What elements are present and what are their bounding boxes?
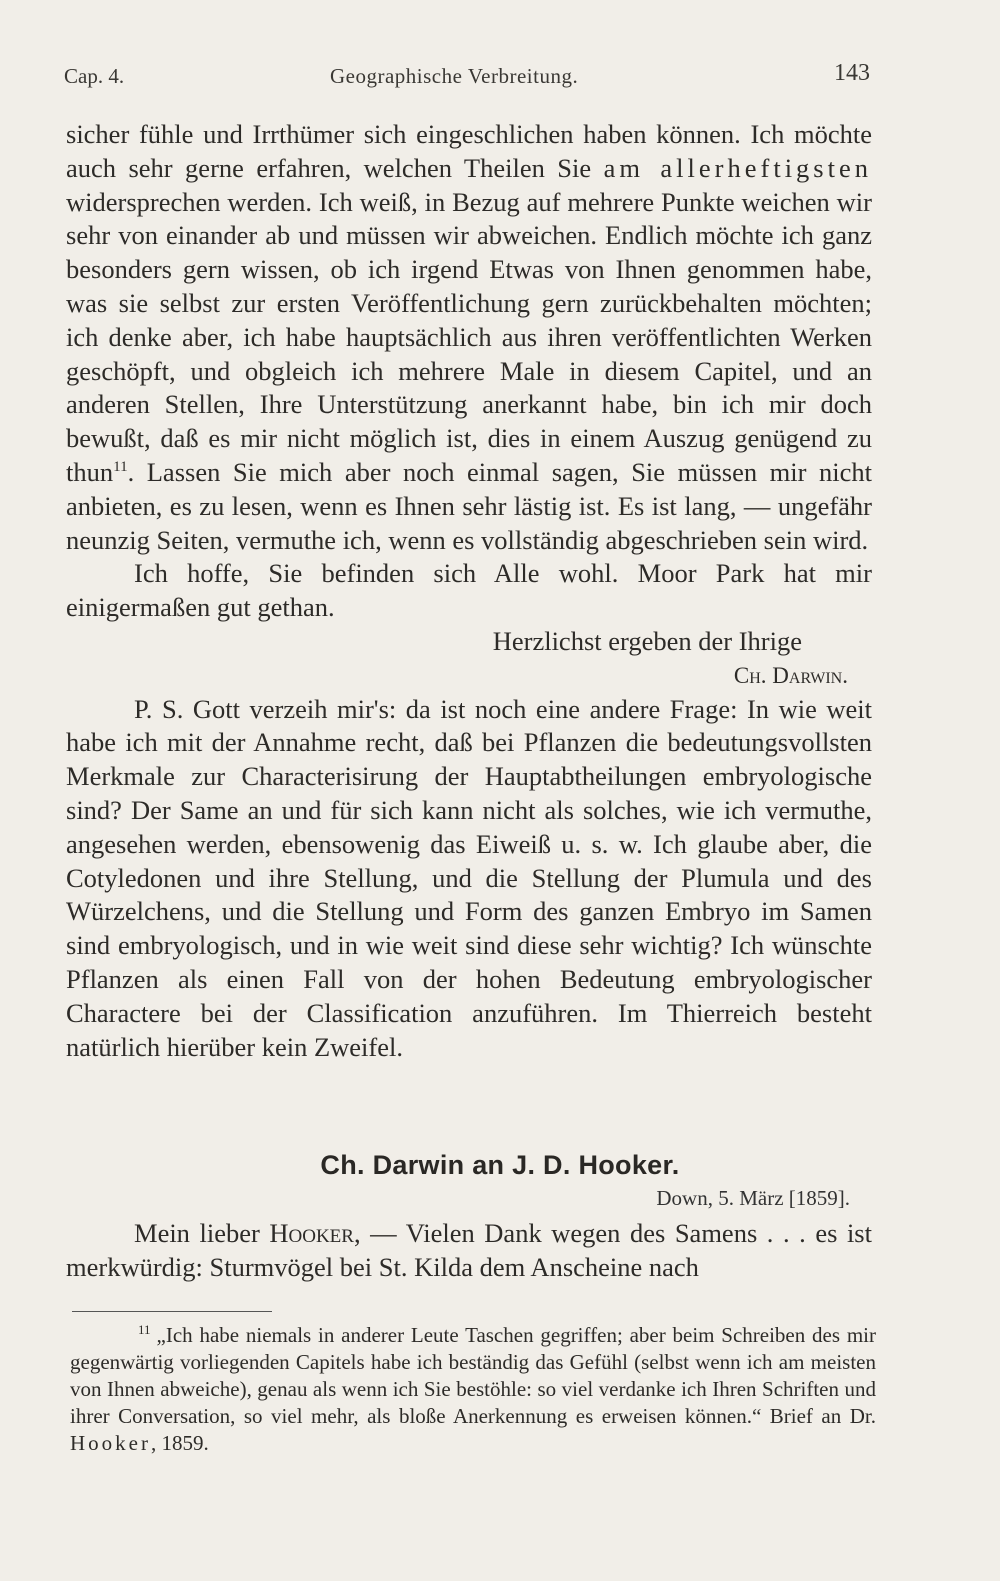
letter-body xyxy=(66,118,872,1064)
footnote-tail: , 1859. xyxy=(150,1431,209,1455)
letter-2-opening xyxy=(66,1216,872,1284)
footnote-reference: 11 xyxy=(113,459,128,476)
footnote-paragraph xyxy=(70,1322,876,1457)
running-title: Geographische Verbreitung. xyxy=(330,64,579,88)
footnote-text: „Ich habe niemals in anderer Leute Taschen gegriffen; aber beim Schreiben des mir gegenwärtig vorliegenden Capitels habe ich beständig das Gefühl (selbst wenn ich am meisten von Ihnen abweiche), genau als wenn ich Sie bestöhle: so viel verdanke ich Ihren Schriften und ihrer Conversation, so viel mehr, als bloße Anerkennung es erweisen können.“ Brief an Dr. xyxy=(70,1323,876,1428)
salutation-text: Mein lieber xyxy=(134,1218,270,1248)
spaced-emphasis: am allerheftigsten xyxy=(603,152,872,183)
paragraph-1-text-c: . Lassen Sie mich aber noch einmal sagen, Sie müssen mir nicht anbieten, es zu lesen, wenn es Ihnen sehr lästig ist. Es ist lang, — ungefähr neunzig Seiten, vermuthe ich, wenn es vollständig abgeschrieben sein wird. xyxy=(66,456,872,555)
chapter-label: Cap. 4. xyxy=(64,64,125,88)
postscript: P. S. Gott verzeih mir's: da ist noch eine andere Frage: In wie weit habe ich mit der Annahme recht, daß bei Pflanzen die bedeutungsvollsten Merkmale zur Characterisirung der Hauptabtheilungen embryologische sind? Der Same an und für sich kann nicht als solches, wie ich vermuthe, angesehen werden, ebensowenig das Eiweiß u. s. w. Ich glaube aber, die Cotyledonen und ihre Stellung, und die Stellung der Plumula und des Würzelchens, und die Stellung und Form des ganzen Embryo im Samen sind embryologisch, und in wie weit sind diese sehr wichtig? Ich wünschte Pflanzen als einen Fall von der hohen Bedeutung embryologischer Charactere bei der Classification anzuführen. Im Thierreich besteht natürlich hierüber kein Zweifel. xyxy=(66,693,872,1062)
footnote-name: Hooker xyxy=(70,1431,151,1455)
letter-2-text: , — Vielen Dank wegen des Samens . . . es ist merkwürdig: Sturmvögel bei St. Kilda dem Anscheine nach xyxy=(66,1218,872,1282)
letter-2-body xyxy=(66,1216,872,1284)
footnote xyxy=(70,1322,876,1457)
footnote-mark: 11 xyxy=(138,1322,151,1337)
footnote-rule xyxy=(72,1311,272,1312)
dateline: Down, 5. März [1859]. xyxy=(656,1186,850,1210)
paragraph-1-text-a: sicher fühle und Irrthümer sich eingeschlichen haben können. Ich möchte auch sehr gerne erfahren, welchen Theilen Sie xyxy=(66,119,872,183)
paragraph-1-text-b: widersprechen werden. Ich weiß, in Bezug auf mehrere Punkte weichen wir sehr von einander ab und müssen wir abweichen. Endlich möchte ich ganz besonders gern wissen, ob ich irgend Etwas von Ihnen genommen habe, was sie selbst zur ersten Veröffentlichung gern zurückbehalten möchten; ich denke aber, ich habe hauptsächlich aus ihren veröffentlichten Werken geschöpft, und obgleich ich mehrere Male in diesem Capitel, und an anderen Stellen, Ihre Unterstützung anerkannt habe, bin ich mir doch bewußt, daß es mir nicht möglich ist, dies in einem Auszug genügend zu thun xyxy=(66,186,872,487)
paragraph-2: Ich hoffe, Sie befinden sich Alle wohl. Moor Park hat mir einigermaßen gut gethan. xyxy=(66,558,872,623)
salutation-name: Hooker xyxy=(269,1218,354,1248)
closing-line: Herzlichst ergeben der Ihrige xyxy=(492,625,802,656)
running-header xyxy=(64,58,870,92)
paragraph-1 xyxy=(66,118,872,557)
letter-heading: Ch. Darwin an J. D. Hooker. xyxy=(320,1150,680,1180)
page-number: 143 xyxy=(834,60,870,86)
signature: Ch. Darwin. xyxy=(733,662,848,688)
